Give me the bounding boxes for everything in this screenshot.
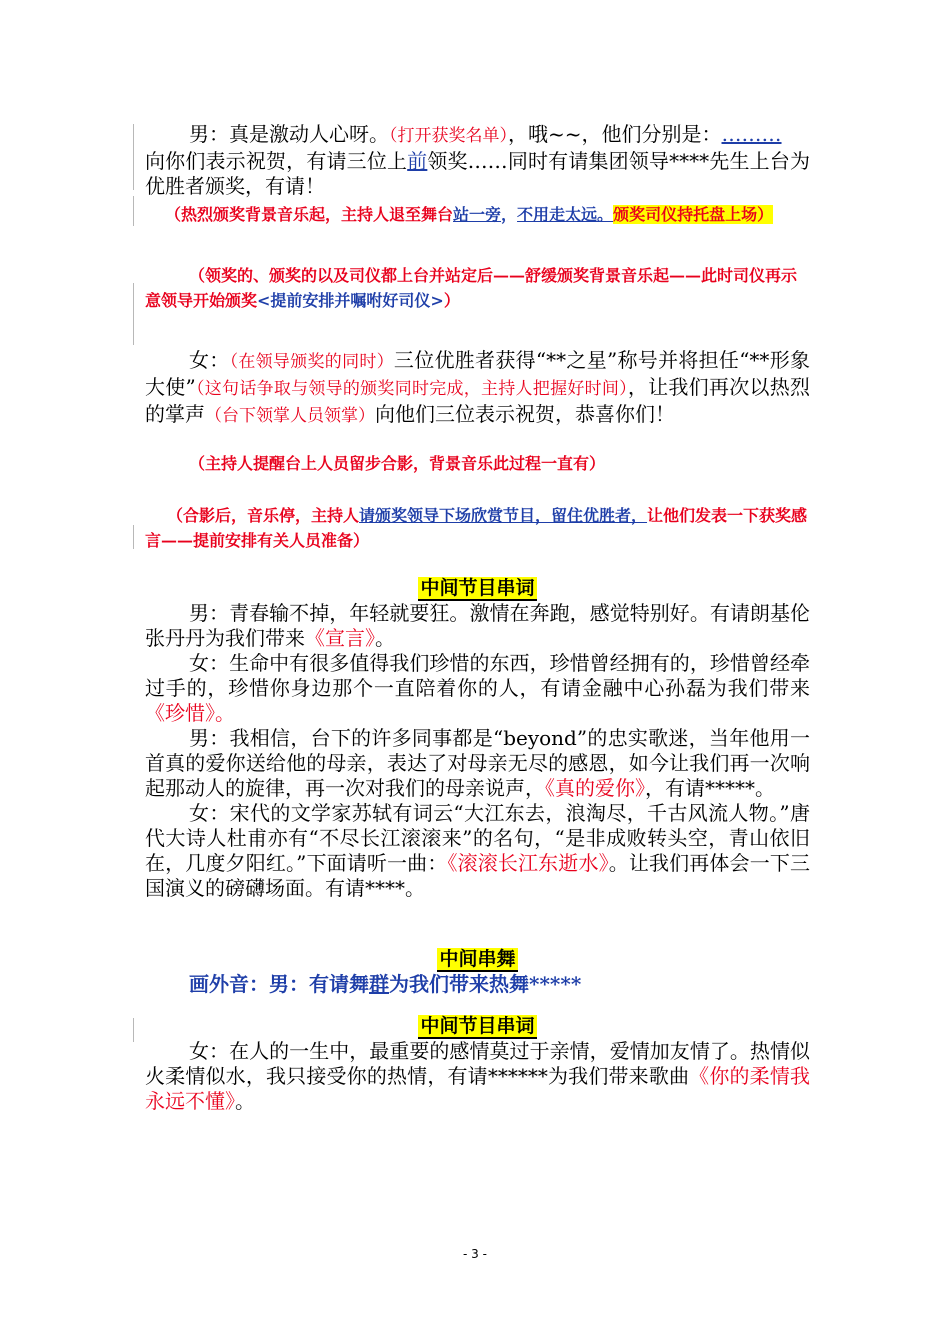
revision-bar: [133, 283, 134, 345]
revision-bar: [133, 124, 134, 190]
section-heading-program-2: 中间节目串词: [420, 1015, 535, 1037]
section-heading-program: 中间节目串词: [420, 577, 535, 599]
paragraph-program-2: 女：生命中有很多值得我们珍惜的东西，珍惜曾经拥有的，珍惜曾经牵过手的，珍惜你身边那个一直陪着你的人，有请金融中心孙磊为我们带来《珍惜》。: [145, 651, 810, 725]
stage-note-award: （领奖的、颁奖的以及司仪都上台并站定后——舒缓颁奖背景音乐起——此时司仪再示意领导开始颁奖<提前安排并嘱咐好司仪>）: [145, 266, 798, 310]
paragraph-program-5: 女：在人的一生中，最重要的感情莫过于亲情，爱情加友情了。热情似火柔情似水，我只接受你的热情，有请******为我们带来歌曲《你的柔情我永远不懂》。: [145, 1039, 811, 1113]
stage-note-after-photo: （合影后，音乐停，主持人请颁奖领导下场欣赏节目，留住优胜者，让他们发表一下获奖感言——提前安排有关人员准备）: [145, 506, 808, 550]
section-heading-dance: 中间串舞: [439, 948, 516, 970]
stage-note-music: （热烈颁奖背景音乐起，主持人退至舞台站一旁，不用走太远。颁奖司仪持托盘上场）: [165, 205, 774, 224]
paragraph-male-announce: 男：真是激动人心呀。（打开获奖名单），哦~~，他们分别是：……… 向你们表示祝贺，有请三位上前领奖……同时有请集团领导****先生上台为优胜者颁奖，有请！: [145, 122, 811, 198]
revision-bar: [133, 1018, 134, 1042]
paragraph-program-4: 女：宋代的文学家苏轼有词云“大江东去，浪淘尽，千古风流人物。”唐代大诗人杜甫亦有“不尽长江滚滚来”的名句，“是非成败转头空，青山依旧在，几度夕阳红。”下面请听一曲：《滚滚长江东逝水》。让我们再体会一下三国演义的磅礴场面。有请****。: [145, 801, 810, 900]
page-number: - 3 -: [463, 1247, 487, 1261]
paragraph-female-award: 女：（在领导颁奖的同时）三位优胜者获得“**之星”称号并将担任“**形象大使”（这句话争取与领导的颁奖同时完成，主持人把握好时间），让我们再次以热烈的掌声（台下领掌人员领掌）向他们三位表示祝贺，恭喜你们！: [145, 348, 811, 426]
revision-bar: [133, 525, 134, 549]
document-page: [145, 122, 810, 1114]
stage-note-photo: （主持人提醒台上人员留步合影，背景音乐此过程一直有）: [189, 454, 606, 473]
paragraph-voiceover: 画外音：男：有请舞群为我们带来热舞*****: [189, 972, 582, 996]
revision-bar: [133, 196, 134, 226]
paragraph-program-1: 男：青春输不掉，年轻就要狂。激情在奔跑，感觉特别好。有请朗基伦张丹丹为我们带来《宣言》。: [145, 601, 810, 650]
paragraph-program-3: 男：我相信，台下的许多同事都是“beyond”的忠实歌迷，当年他用一首真的爱你送给他的母亲，表达了对母亲无尽的感恩，如今让我们再一次响起那动人的旋律，再一次对我们的母亲说声，《真的爱你》，有请*****。: [145, 726, 810, 800]
